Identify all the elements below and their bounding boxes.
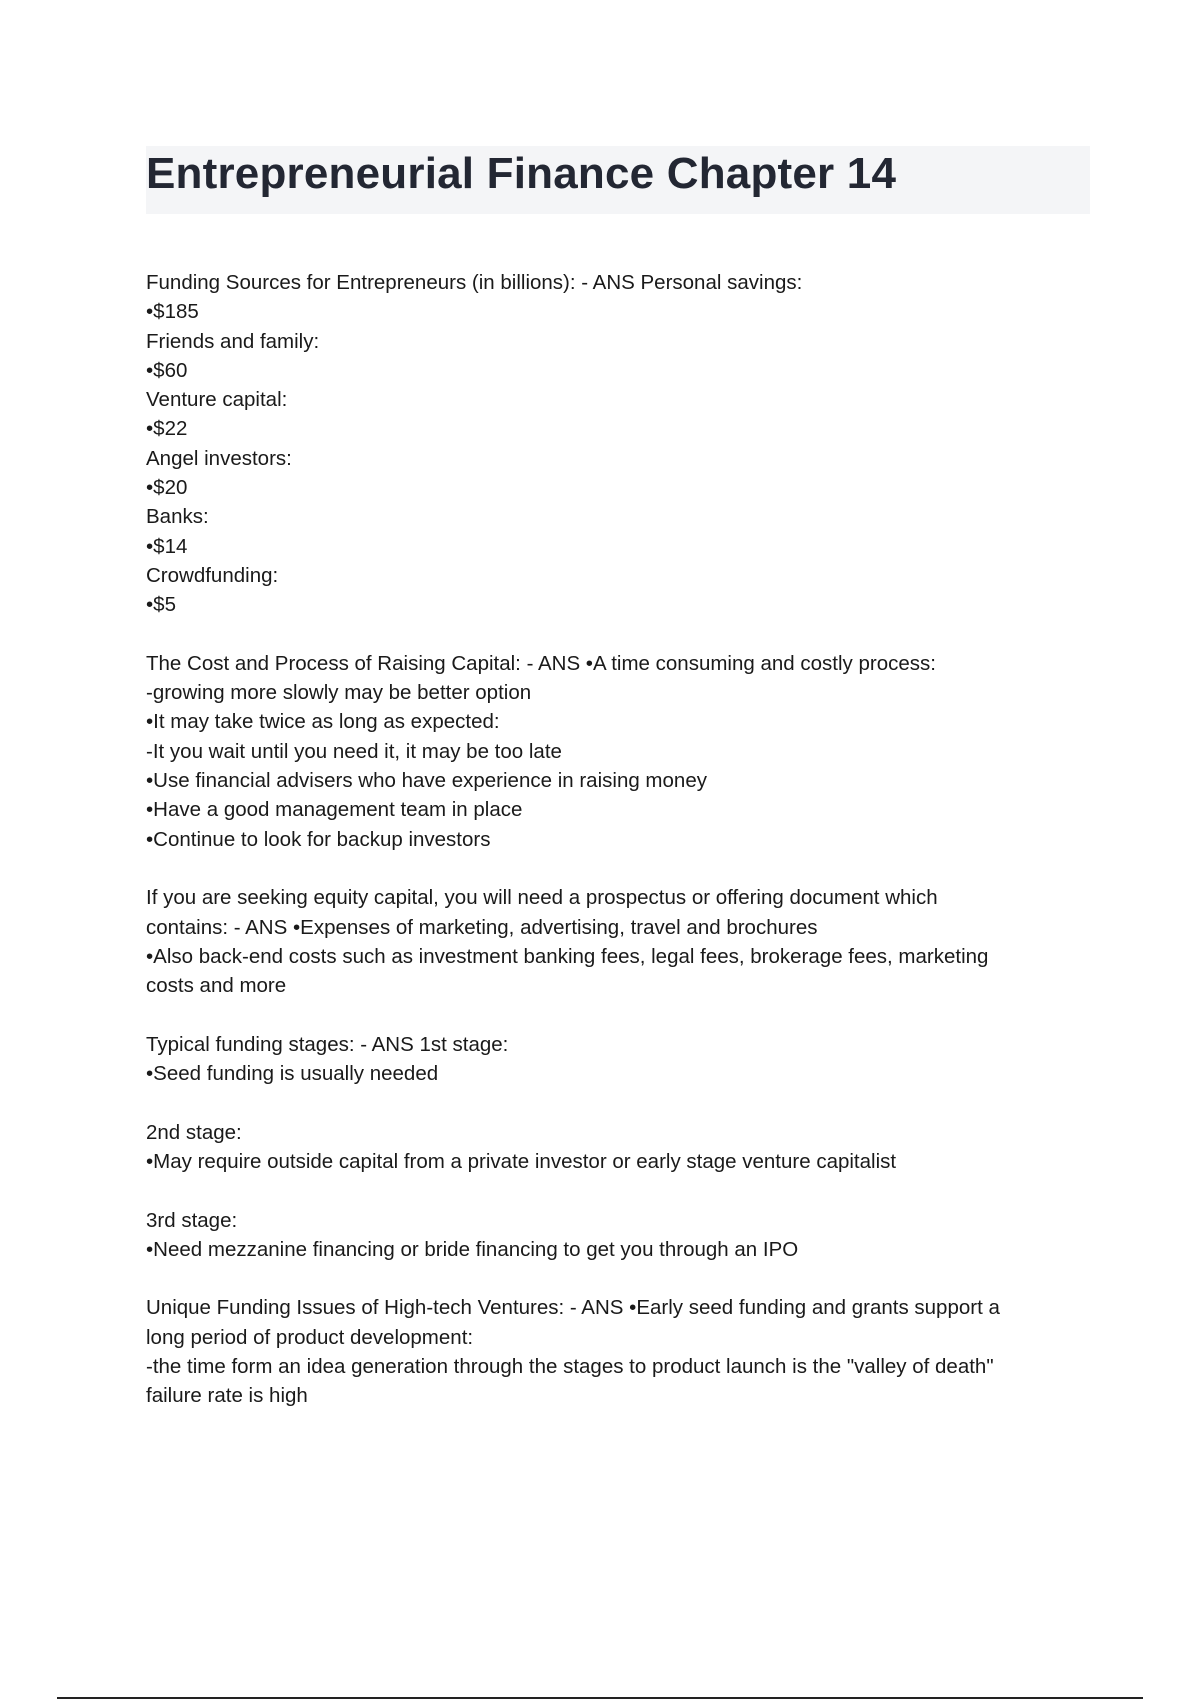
text-line: -growing more slowly may be better option [146,681,532,705]
text-line: •$14 [146,534,188,558]
qa-block-funding-sources [146,268,1086,620]
text-line: •Need mezzanine financing or bride financing to get you through an IPO [146,1237,799,1261]
qa-block-cost-process [146,649,1086,854]
text-line: -It you wait until you need it, it may be too late [146,739,562,763]
text-line: •Have a good management team in place [146,798,523,822]
text-line: •Use financial advisers who have experience in raising money [146,769,707,793]
text-line: 2nd stage: [146,1120,242,1144]
page-bottom-divider [57,1697,1143,1699]
text-line: •It may take twice as long as expected: [146,710,500,734]
text-line: Typical funding stages: - ANS 1st stage: [146,1032,509,1056]
text-line: •Continue to look for backup investors [146,827,491,851]
text-line: Crowdfunding: [146,563,279,587]
text-line: If you are seeking equity capital, you will need a prospectus or offering document which [146,886,938,910]
text-line: failure rate is high [146,1384,308,1408]
text-line: Friends and family: [146,329,320,353]
qa-block-second-stage [146,1118,1086,1177]
text-line: •$60 [146,358,188,382]
text-line: costs and more [146,974,287,998]
text-line: Angel investors: [146,446,292,470]
qa-block-funding-stages [146,1030,1086,1089]
page-title: Entrepreneurial Finance Chapter 14 [146,149,897,198]
text-line: Funding Sources for Entrepreneurs (in billions): - ANS Personal savings: [146,271,803,294]
text-line: •Also back-end costs such as investment banking fees, legal fees, brokerage fees, marketing [146,944,989,968]
text-line: Venture capital: [146,388,288,412]
qa-block-equity-capital [146,883,1086,1000]
document-body [146,268,1086,1440]
text-line: •May require outside capital from a private investor or early stage venture capitalist [146,1149,897,1173]
text-line: •Seed funding is usually needed [146,1062,439,1086]
text-line: •$185 [146,300,199,324]
text-line: The Cost and Process of Raising Capital: - ANS •A time consuming and costly process: [146,651,936,675]
text-line: •$5 [146,593,176,617]
qa-block-third-stage [146,1206,1086,1265]
text-line: -the time form an idea generation through the stages to product launch is the "valley of death" [146,1354,994,1378]
text-line: Banks: [146,505,209,529]
text-line: •$20 [146,476,188,500]
text-line: 3rd stage: [146,1208,238,1232]
text-line: Unique Funding Issues of High-tech Ventures: - ANS •Early seed funding and grants support a [146,1296,1000,1320]
qa-block-high-tech [146,1293,1086,1410]
text-line: •$22 [146,417,188,441]
text-line: long period of product development: [146,1325,474,1349]
text-line: contains: - ANS •Expenses of marketing, advertising, travel and brochures [146,915,818,939]
